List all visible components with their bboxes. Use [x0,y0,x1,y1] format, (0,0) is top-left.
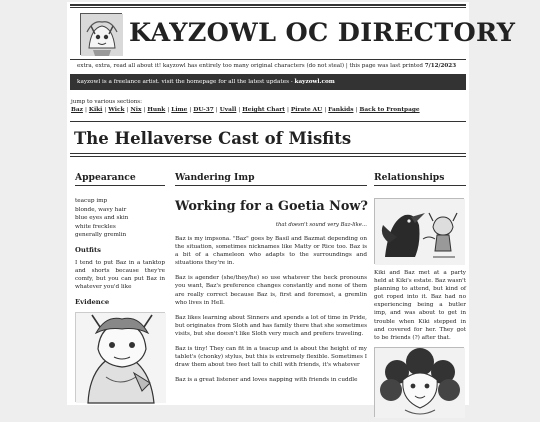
baz-portrait-sketch-icon [75,312,165,402]
tagline-text: extra, extra, read all about it! kayzowl has entirely too many original characters (do not steal) | this page was last printed [77,63,425,69]
raven-and-imp-sketch-icon [374,198,464,264]
trait-item: blue eyes and skin [75,215,129,221]
section-rule [70,153,466,154]
nav-link-hunk[interactable]: Hunk [147,107,166,113]
nav-separator: | [355,107,358,113]
nav-link-baz[interactable]: Baz [71,107,83,113]
outfits-heading: Outfits [75,245,101,254]
appearance-column [75,172,165,402]
tagline-date: 7/12/2023 [424,63,457,69]
nav-separator: | [189,107,192,113]
section-rule-double [70,156,466,157]
appearance-heading: Appearance [75,172,165,186]
nav-link-fankids[interactable]: Fankids [328,107,354,113]
trait-item: white freckles [75,223,116,230]
nav-link-uvall[interactable]: Uvall [219,107,237,113]
title-rule [70,59,466,60]
nav-link-kiki[interactable]: Kiki [88,107,103,113]
post-subtitle: that doesn't sound very Baz-like... [275,222,367,228]
section-title: The Hellaverse Cast of Misfits [74,129,352,148]
section-nav [71,107,420,113]
relationships-column [374,172,466,417]
top-rule-thin [70,7,466,8]
nav-separator: | [84,107,87,113]
bio-column [175,172,367,384]
nav-separator: | [167,107,170,113]
nav-link-du-37[interactable]: DU-37 [193,107,214,113]
banner-text: kayzowl is a freelance artist. visit the homepage for all the latest updates - [77,79,295,85]
bio-paragraph: Baz is a great listener and loves napping with friends in cuddle [175,377,358,384]
evidence-heading: Evidence [75,297,110,306]
bio-paragraph: Baz is agender (she/they/he) so use whatever the heck pronouns you want, Baz's preference changes constantly and none of them are really correct because Baz is, first and foremost, a gremlin who lives in Hell. [175,275,367,306]
nav-separator: | [286,107,289,113]
nav-separator: | [104,107,107,113]
imp-avatar-logo-icon[interactable] [80,13,122,55]
outfits-text: I tend to put Baz in a tanktop and shorts because they're comfy, but you can put Baz in whatever you'd like [75,259,165,291]
bio-heading: Wandering Imp [175,172,367,186]
trait-item: generally gremlin [75,232,127,238]
relationship-caption: Kiki and Baz met at a party held at Kiki's estate. Baz wasn't planning to attend, but kind of got roped into it. Baz had no experiencing being a butler imp, and was about to get in trouble when Kiki stepped in and covered for her. They got to be friends (?) after that. [374,270,466,341]
relationships-heading: Relationships [374,172,466,186]
top-rule [70,4,466,6]
curly-haired-portrait-sketch-icon [374,347,464,417]
nav-link-back-to-frontpage[interactable]: Back to Frontpage [359,107,420,113]
bio-paragraph: Baz is my impsona. "Baz" goes by Basil and Bazmat depending on the situation, sometimes nicknames like Matty or Rice too. Baz is a bit of a chameleon who adapts to the surroundings and situations they're in. [175,236,367,267]
announcement-banner [70,74,466,90]
nav-link-height-chart[interactable]: Height Chart [242,107,285,113]
trait-list [75,197,165,240]
nav-link-wick[interactable]: Wick [108,107,125,113]
nav-separator: | [215,107,218,113]
nav-separator: | [238,107,241,113]
bio-paragraph: Baz is tiny! They can fit in a teacup and is about the height of my tablet's (chonky) stylus, but this is extremely flexible. Sometimes I draw them about two feet tall to chill with friends, it's whatever [175,346,367,369]
post-title: Working for a Goetia Now? [175,199,368,214]
nav-link-lime[interactable]: Lime [171,107,188,113]
banner-link[interactable]: kayzowl.com [294,79,335,85]
nav-separator: | [324,107,327,113]
nav-rule [70,121,466,122]
nav-separator: | [143,107,146,113]
trait-item: blonde, wavy hair [75,206,127,213]
trait-item: teacup imp [75,198,108,204]
site-title: KAYZOWL OC DIRECTORY [129,18,516,48]
nav-link-nix[interactable]: Nix [130,107,142,113]
tagline [77,63,456,69]
jump-label: jump to various sections: [71,99,143,105]
nav-link-pirate-au[interactable]: Pirate AU [290,107,323,113]
bio-paragraph: Baz likes learning about Sinners and spends a lot of time in Pride, but originates from Sloth and has family there that she sometimes visits, but she doesn't like Sloth very much and prefers traveling. [175,314,367,337]
nav-separator: | [126,107,129,113]
page [67,2,516,405]
